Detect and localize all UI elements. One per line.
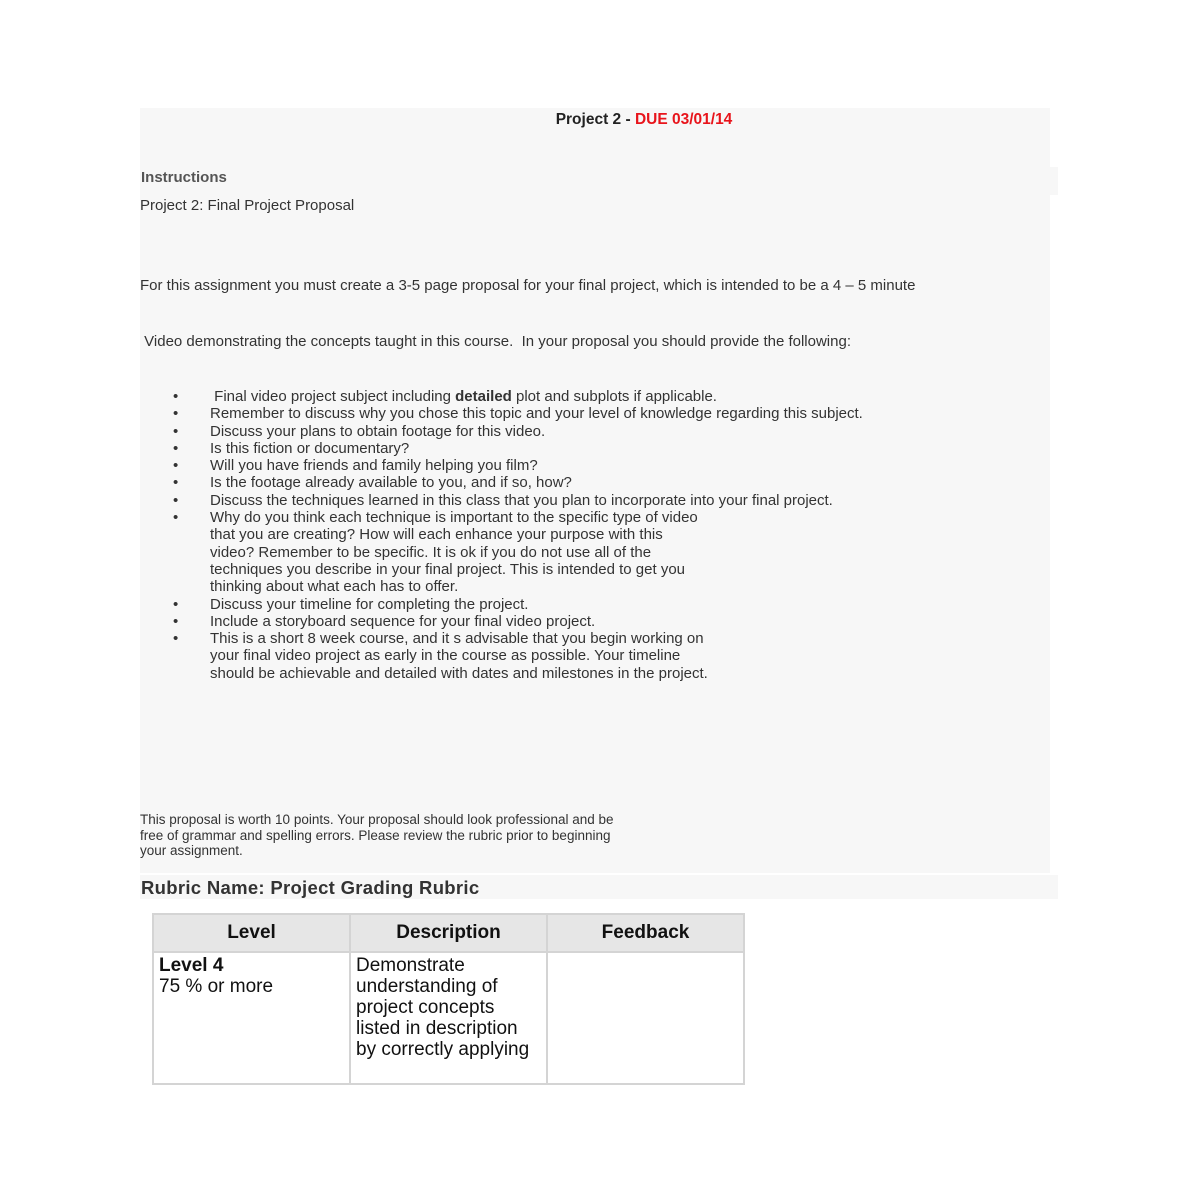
bullet-icon: •	[173, 595, 179, 613]
list-item: • Will you have friends and family helping you film?	[173, 457, 538, 475]
bullet-icon: •	[173, 474, 179, 492]
list-item: • Include a storyboard sequence for your final video project.	[173, 612, 596, 630]
bullet-icon: •	[173, 439, 179, 457]
list-item: • Discuss your timeline for completing the project.	[173, 595, 529, 613]
level-cell	[153, 952, 350, 1084]
instructions-heading: Instructions	[141, 169, 227, 186]
list-item: • This is a short 8 week course, and it s advisable that you begin working on your final video project as early in the course as possible. Your timeline should be achievable and detailed with dates and milestones in the project.	[173, 630, 708, 682]
intro-paragraph: For this assignment you must create a 3-5 page proposal for your final project, which is intended to be a 4 – 5 minute	[140, 277, 916, 294]
title-prefix: Project 2 -	[555, 111, 635, 128]
level-name: Level 4	[159, 955, 224, 976]
project-subtitle: Project 2: Final Project Proposal	[140, 197, 355, 214]
list-item: • Remember to discuss why you chose this topic and your level of knowledge regarding this subject.	[173, 405, 863, 423]
closing-paragraph: This proposal is worth 10 points. Your proposal should look professional and be free of grammar and spelling errors. Please review the rubric prior to beginning your assignment.	[140, 812, 614, 859]
list-item: • Final video project subject including detailed plot and subplots if applicable.	[173, 388, 717, 405]
column-header-description: Description	[350, 914, 547, 952]
feedback-cell	[547, 952, 744, 1084]
list-item: • Discuss the techniques learned in this class that you plan to incorporate into your final project.	[173, 491, 833, 509]
rubric-title: Rubric Name: Project Grading Rubric	[141, 877, 480, 898]
level-range: 75 % or more	[159, 976, 274, 997]
rubric-header-row	[153, 914, 744, 952]
column-header-feedback: Feedback	[547, 914, 744, 952]
instructions-heading-bar	[140, 167, 1058, 195]
rubric-table	[152, 913, 745, 1085]
bullet-icon: •	[173, 405, 179, 423]
bullet-icon: •	[173, 457, 179, 475]
due-date: DUE 03/01/14	[634, 111, 733, 128]
intro-paragraph-continued: Video demonstrating the concepts taught in this course. In your proposal you should provide the following:	[140, 333, 851, 350]
description-cell: Demonstrate understanding of project concepts listed in description by correctly applying	[350, 952, 547, 1084]
column-header-level: Level	[153, 914, 350, 952]
bullet-icon: •	[173, 630, 179, 648]
bullet-icon: •	[173, 422, 179, 440]
list-item: • Is the footage already available to you, and if so, how?	[173, 474, 572, 492]
bullet-icon: •	[173, 509, 179, 527]
list-item: • Is this fiction or documentary?	[173, 439, 410, 457]
table-row	[153, 952, 744, 1084]
list-item: • Why do you think each technique is important to the specific type of video that you are creating? How will each enhance your purpose with this video? Remember to be specific. It is ok if you do not use all of the techniques you describe in your final project. This is intended to get you thinking about what each has to offer.	[173, 509, 698, 596]
bullet-icon: •	[173, 612, 179, 630]
requirements-list	[140, 388, 1110, 682]
bullet-icon: •	[173, 491, 179, 509]
list-item: • Discuss your plans to obtain footage for this video.	[173, 422, 546, 440]
bullet-icon: •	[173, 388, 179, 405]
page-title	[140, 111, 1148, 129]
